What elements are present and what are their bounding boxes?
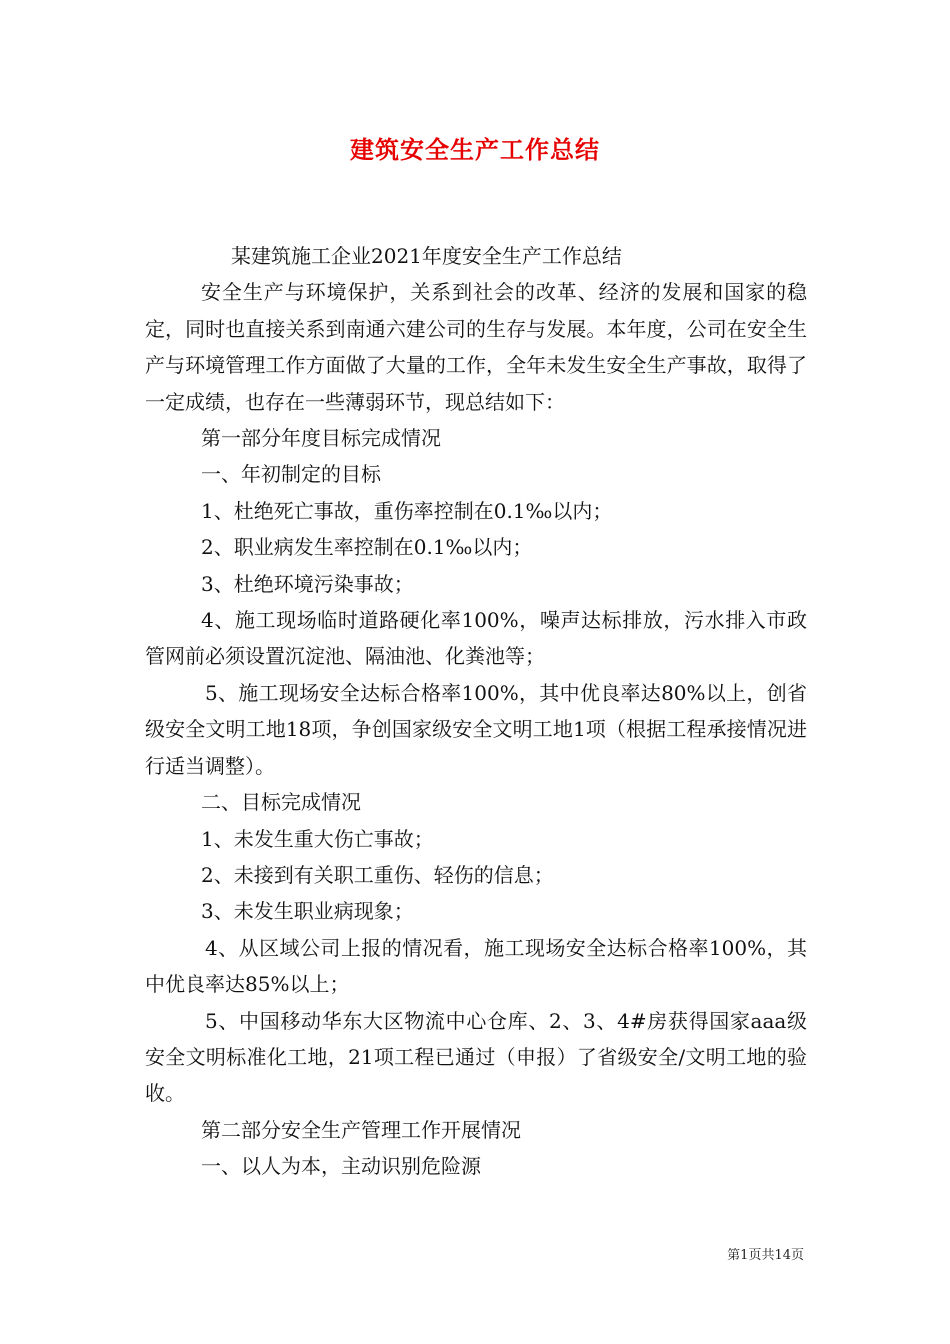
list-item: 1、杜绝死亡事故，重伤率控制在0.1‰以内； bbox=[201, 498, 613, 523]
list-item: 4、施工现场临时道路硬化率100%，噪声达标排放，污水排入市政管网前必须设置沉淀池、隔油池、化粪池等； bbox=[145, 608, 807, 669]
subsection-heading: 一、以人为本，主动识别危险源 bbox=[201, 1154, 481, 1179]
list-item: 5、中国移动华东大区物流中心仓库、2、3、4#房获得国家aaa级安全文明标准化工地，21项工程已通过（申报）了省级安全/文明工地的验收。 bbox=[145, 1008, 807, 1106]
subsection-heading: 二、目标完成情况 bbox=[201, 790, 361, 815]
document-subtitle: 某建筑施工企业2021年度安全生产工作总结 bbox=[231, 244, 622, 268]
list-item: 4、从区域公司上报的情况看，施工现场安全达标合格率100%，其中优良率达85%以上； bbox=[145, 935, 807, 997]
list-item: 2、职业病发生率控制在0.1‰以内； bbox=[201, 535, 533, 560]
list-item: 3、杜绝环境污染事故； bbox=[201, 571, 414, 596]
section-heading: 第一部分年度目标完成情况 bbox=[201, 426, 441, 451]
page-number: 第1页共14页 bbox=[727, 1248, 804, 1263]
list-item: 2、未接到有关职工重伤、轻伤的信息； bbox=[201, 862, 554, 887]
section-heading: 第二部分安全生产管理工作开展情况 bbox=[201, 1117, 521, 1142]
paragraph-intro: 安全生产与环境保护，关系到社会的改革、经济的发展和国家的稳定，同时也直接关系到南通六建公司的生存与发展。本年度，公司在安全生产与环境管理工作方面做了大量的工作，全年未发生安全生产事故，取得了一定成绩，也存在一些薄弱环节，现总结如下： bbox=[145, 280, 807, 414]
subsection-heading: 一、年初制定的目标 bbox=[201, 462, 381, 487]
list-item: 5、施工现场安全达标合格率100%，其中优良率达80%以上，创省级安全文明工地18项，争创国家级安全文明工地1项（根据工程承接情况进行适当调整）。 bbox=[145, 680, 807, 778]
list-item: 3、未发生职业病现象； bbox=[201, 899, 414, 924]
list-item: 1、未发生重大伤亡事故； bbox=[201, 826, 434, 851]
document-title: 建筑安全生产工作总结 bbox=[350, 135, 600, 164]
document-body bbox=[145, 238, 807, 1185]
